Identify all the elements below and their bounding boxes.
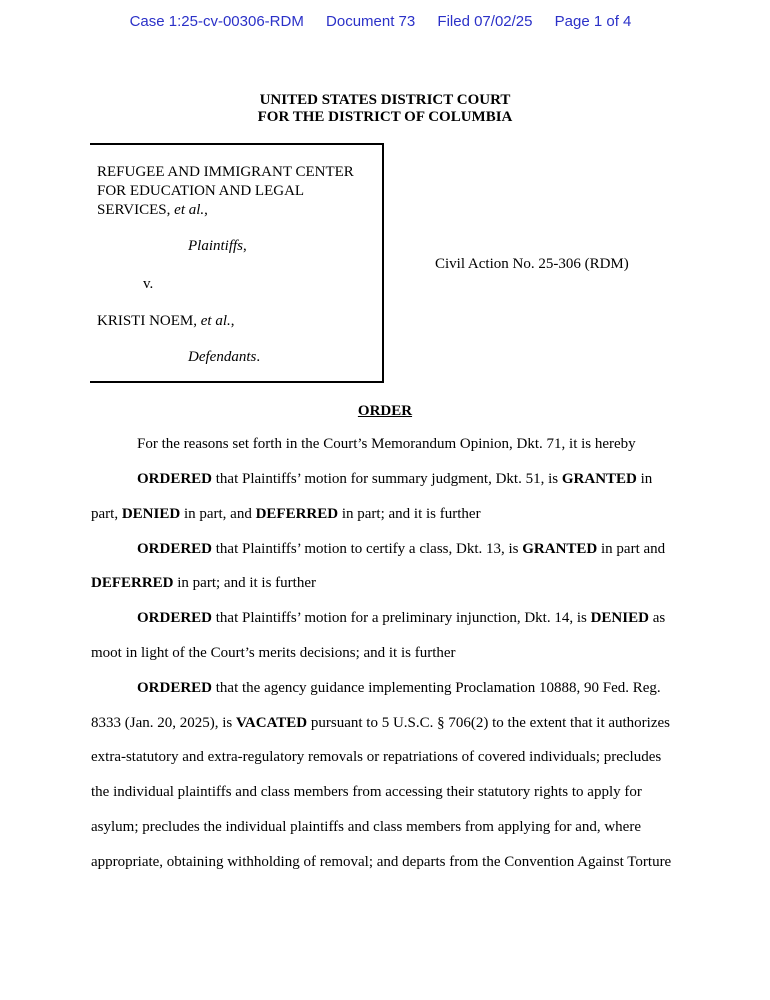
- court-name: UNITED STATES DISTRICT COURT: [259, 92, 511, 108]
- ecf-header-stamp: [0, 13, 770, 30]
- order-paragraph-4-line-6: appropriate, obtaining withholding of removal; and departs from the Convention Against Torture: [91, 854, 672, 870]
- order-paragraph-4: ORDERED that the agency guidance implementing Proclamation 10888, 90 Fed. Reg.: [137, 680, 661, 696]
- case-number: Case 1:25-cv-00306-RDM: [129, 13, 304, 30]
- document-number: Document 73: [326, 13, 416, 30]
- order-paragraph-1: ORDERED that Plaintiffs’ motion for summary judgment, Dkt. 51, is GRANTED in: [137, 471, 653, 487]
- order-paragraph-2-cont: DEFERRED in part; and it is further: [91, 575, 316, 591]
- order-paragraph-4-line-5: asylum; precludes the individual plaintiffs and class members from applying for and, where: [91, 819, 641, 835]
- defendant-name: KRISTI NOEM, et al.,: [97, 313, 235, 329]
- order-paragraph-1-cont: part, DENIED in part, and DEFERRED in part; and it is further: [91, 506, 481, 522]
- order-paragraph-3-cont: moot in light of the Court’s merits decisions; and it is further: [91, 645, 456, 661]
- defendants-label: Defendants.: [188, 349, 261, 365]
- court-heading: [0, 92, 770, 126]
- filed-date: Filed 07/02/25: [437, 13, 533, 30]
- order-title: ORDER: [357, 403, 413, 419]
- order-paragraph-4-line-3: extra-statutory and extra-regulatory removals or repatriations of covered individuals; precludes: [91, 749, 662, 765]
- intro-paragraph: For the reasons set forth in the Court’s Memorandum Opinion, Dkt. 71, it is hereby: [137, 436, 636, 452]
- page-indicator: Page 1 of 4: [554, 13, 632, 30]
- order-paragraph-4-line-4: the individual plaintiffs and class members from accessing their statutory rights to apply for: [91, 784, 642, 800]
- order-paragraph-3: ORDERED that Plaintiffs’ motion for a preliminary injunction, Dkt. 14, is DENIED as: [137, 610, 666, 626]
- plaintiff-name: REFUGEE AND IMMIGRANT CENTER FOR EDUCATION AND LEGAL SERVICES, et al.,: [97, 164, 354, 218]
- plaintiffs-label: Plaintiffs,: [188, 238, 247, 254]
- civil-action-number: Civil Action No. 25-306 (RDM): [435, 256, 629, 272]
- order-paragraph-2: ORDERED that Plaintiffs’ motion to certify a class, Dkt. 13, is GRANTED in part and: [137, 541, 666, 557]
- order-paragraph-4-line-2: 8333 (Jan. 20, 2025), is VACATED pursuant to 5 U.S.C. § 706(2) to the extent that it authorizes: [91, 715, 670, 731]
- court-district: FOR THE DISTRICT OF COLUMBIA: [257, 109, 513, 125]
- case-caption-box: [90, 143, 384, 383]
- versus: v.: [143, 276, 154, 292]
